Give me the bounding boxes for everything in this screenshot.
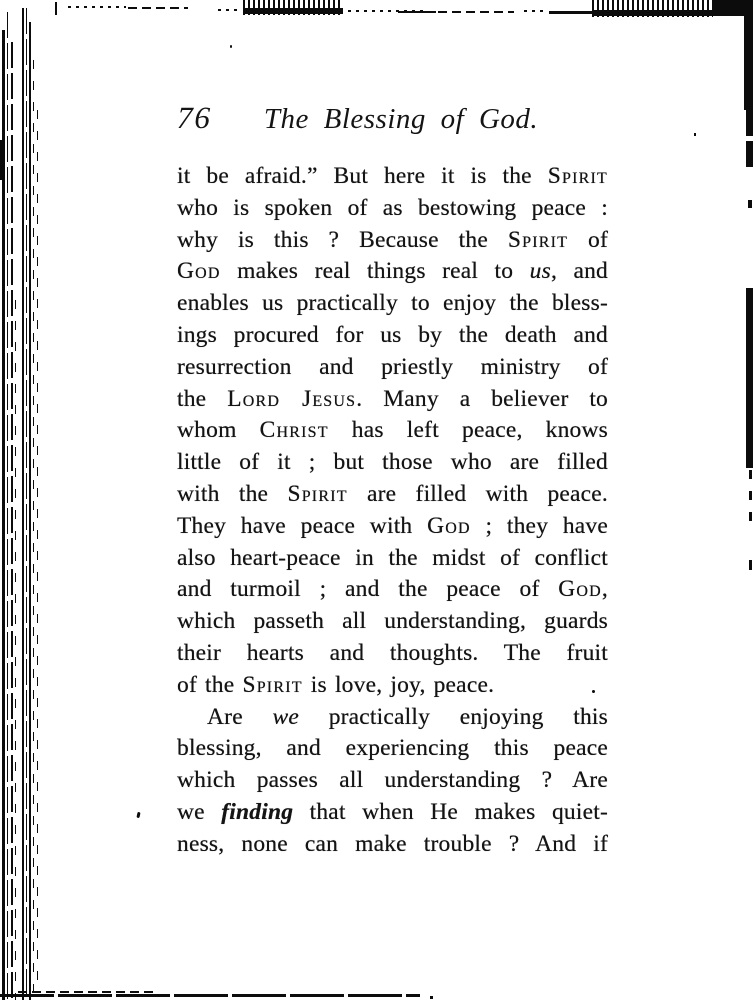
text-line: [177, 543, 608, 575]
text-segment: are filled with peace.: [347, 480, 608, 507]
text-line: [177, 574, 608, 606]
small-caps-word: Lord Jesus: [227, 385, 357, 412]
small-caps-word: God: [177, 258, 221, 285]
text-segment: of the: [177, 671, 243, 698]
small-caps-word: Spirit: [507, 226, 569, 253]
italic-word: finding: [221, 798, 294, 825]
italic-word: us: [529, 258, 551, 285]
text-segment: ness, none can make trouble ? And if: [177, 830, 608, 857]
text-segment: practically enjoying this: [299, 703, 608, 730]
small-caps-word: Spirit: [242, 671, 303, 698]
scan-artifact-dashed-rule: [438, 11, 514, 13]
text-segment: we: [177, 798, 222, 825]
text-segment: resurrection and priestly ministry of: [177, 353, 608, 380]
text-segment: that when He makes quiet-: [293, 798, 608, 825]
text-segment: ,: [601, 576, 608, 603]
italic-word: we: [272, 703, 300, 730]
text-line: [177, 225, 608, 257]
scan-artifact-gutter-line: [26, 8, 27, 1000]
scan-artifact-speck: [430, 996, 433, 999]
text-line: [177, 193, 608, 225]
text-line: [177, 320, 608, 352]
text-line: [177, 733, 608, 765]
scan-artifact-gutter-line: [11, 42, 13, 1000]
scan-artifact-right-strip: [749, 470, 752, 530]
text-line: [177, 765, 608, 797]
scan-artifact-speck: [0, 140, 4, 180]
scan-artifact-right-strip: [746, 288, 753, 468]
text-segment: also heart-peace in the midst of conflict: [177, 544, 608, 571]
text-line: [177, 447, 608, 479]
text-segment: which passeth all understanding, guards: [177, 608, 608, 635]
text-line: [177, 256, 608, 288]
text-segment: enables us practically to enjoy the bless-: [177, 290, 608, 317]
scan-artifact-right-strip: [746, 110, 753, 172]
text-line: [177, 352, 608, 384]
text-line: [177, 797, 608, 829]
running-title: The Blessing of God.: [263, 103, 539, 135]
scan-artifact-speck: [136, 812, 140, 818]
text-segment: who is spoken of as bestowing peace :: [177, 194, 608, 221]
scan-artifact-right-strip: [744, 14, 753, 110]
text-segment: . Many a believer to: [356, 385, 609, 412]
text-block: [177, 161, 608, 861]
text-segment: , and: [550, 258, 608, 285]
small-caps-word: God: [427, 512, 471, 539]
scan-artifact-rule: [549, 11, 593, 14]
text-segment: ; they have: [470, 512, 608, 539]
text-segment: whom: [177, 417, 260, 444]
scan-artifact-gutter-line: [29, 22, 31, 1000]
text-segment: has left peace, knows: [328, 417, 608, 444]
text-line: [177, 161, 608, 193]
text-line: [177, 829, 608, 861]
page-header: [177, 100, 608, 144]
text-segment: which passes all understanding ? Are: [177, 767, 608, 794]
small-caps-word: Spirit: [547, 163, 608, 189]
text-segment: it be afraid.” But here it is the: [177, 163, 548, 189]
text-line: [177, 415, 608, 447]
text-segment: Are: [207, 703, 273, 730]
text-line: [177, 638, 608, 670]
small-caps-word: Christ: [259, 417, 329, 444]
text-segment: is love, joy, peace.: [302, 671, 495, 698]
text-line: [177, 384, 608, 416]
text-segment: the: [177, 385, 228, 412]
scan-artifact-gutter-line: [15, 300, 16, 1000]
scan-artifact-speck: [749, 560, 752, 570]
scan-artifact-dotted-rule: [524, 10, 544, 12]
text-segment: with the: [177, 480, 288, 507]
text-segment: They have peace with: [177, 512, 428, 539]
text-line: [177, 288, 608, 320]
scan-artifact-bottom-rule: [18, 991, 153, 993]
text-segment: and turmoil ; and the peace of: [177, 576, 559, 603]
scan-artifact-page-edge-comb: [592, 0, 713, 17]
scan-artifact-speck: [694, 133, 696, 136]
scan-artifact-dashed-rule: [128, 7, 188, 9]
small-caps-word: Spirit: [287, 480, 348, 507]
scan-artifact-dotted-rule: [68, 6, 126, 8]
scan-artifact-bottom-rule: [0, 994, 420, 997]
text-segment: ings procured for us by the death and: [177, 321, 608, 348]
text-segment: why is this ? Because the: [177, 226, 508, 253]
scan-artifact-speck: [748, 200, 752, 208]
scan-artifact-page-edge-comb: [243, 0, 343, 15]
text-segment: makes real things real to: [220, 258, 530, 285]
text-segment: little of it ; but those who are filled: [177, 449, 608, 476]
text-line: [177, 511, 608, 543]
small-caps-word: God: [558, 576, 602, 603]
text-line: [177, 670, 608, 702]
text-segment: their hearts and thoughts. The fruit: [177, 639, 608, 666]
scan-artifact-gutter-line: [33, 60, 34, 1000]
text-line: [177, 702, 608, 734]
scan-artifact-gutter-line: [7, 12, 8, 1000]
text-segment: blessing, and experiencing this peace: [177, 735, 608, 762]
scan-artifact-speck: [230, 45, 232, 48]
scan-artifact-rule: [398, 11, 436, 13]
scan-artifact-dotted-rule: [218, 9, 240, 11]
text-line: [177, 479, 608, 511]
scan-artifact-gutter-line: [37, 110, 38, 990]
page-number: 76: [176, 100, 213, 135]
text-segment: of: [568, 226, 608, 253]
text-line: [177, 606, 608, 638]
scan-artifact-speck: [55, 2, 57, 15]
scan-artifact-gutter-line: [22, 8, 24, 1000]
